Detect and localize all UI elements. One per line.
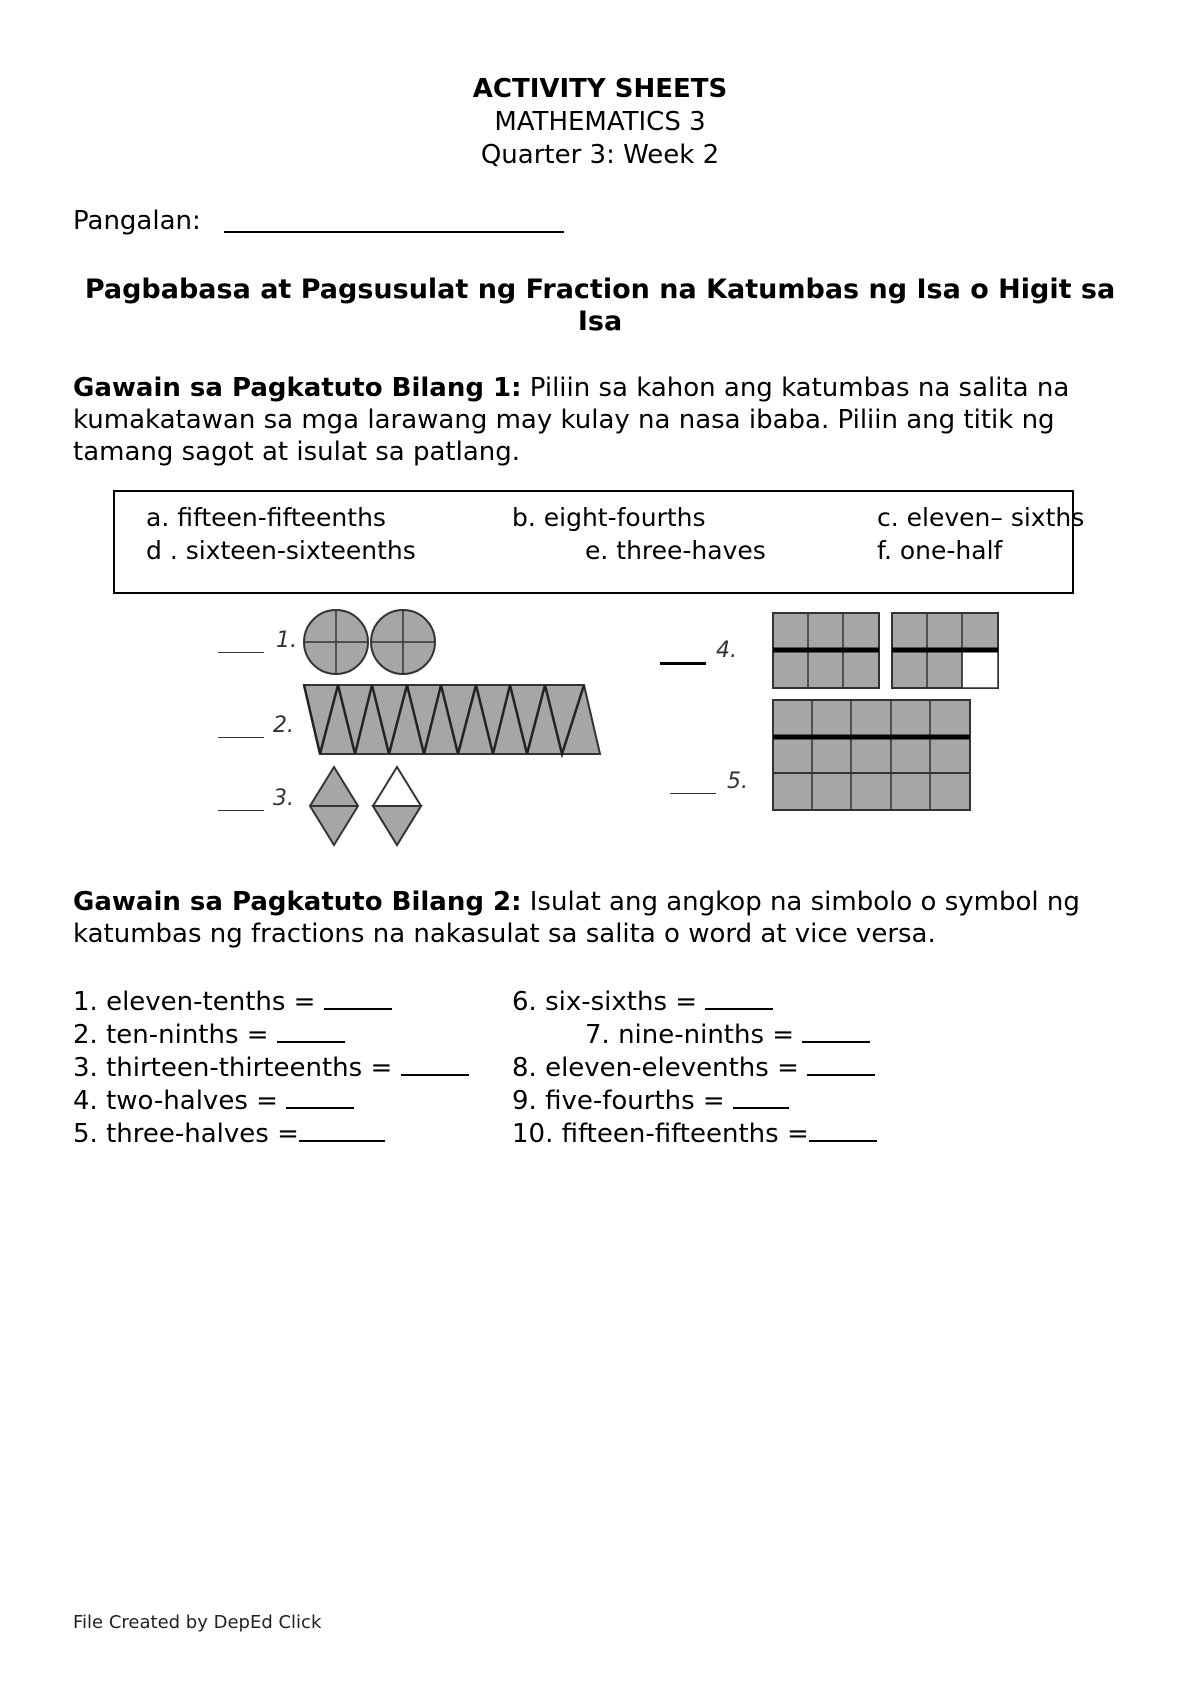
item-4 — [73, 1085, 354, 1118]
figure5-grid — [773, 700, 970, 810]
activity2-text: Isulat ang angkop na simbolo o symbol ng katumbas ng fractions na nakasulat sa salita o word at vice versa. — [73, 887, 1080, 949]
choice-e: e. three-haves — [585, 536, 766, 565]
item-8-blank[interactable] — [807, 1074, 875, 1076]
item-3 — [73, 1052, 469, 1085]
item-4-text: 4. two-halves = — [73, 1086, 287, 1116]
subject-title: MATHEMATICS 3 — [494, 107, 706, 137]
figure2-label: 2. — [273, 713, 294, 738]
figure3-label: 3. — [273, 786, 294, 811]
activity1-text: Piliin sa kahon ang katumbas na salita na kumakatawan sa mga larawang may kulay na nasa ibaba. Piliin ang titik ng tamang sagot at isulat sa patlang. — [73, 373, 1070, 467]
figure1-circles — [304, 610, 435, 674]
item-7-text: 7. nine-ninths = — [585, 1020, 803, 1050]
choice-b: b. eight-fourths — [512, 503, 706, 532]
footer-credit: File Created by DepEd Click — [73, 1612, 322, 1633]
figure1-label: 1. — [276, 628, 297, 653]
item-1 — [73, 986, 392, 1019]
item-6-blank[interactable] — [705, 1008, 773, 1010]
choice-a: a. fifteen-fifteenths — [146, 503, 386, 532]
name-label: Pangalan: — [73, 206, 201, 236]
figure2-triangles — [304, 685, 600, 754]
item-8-text: 8. eleven-elevenths = — [512, 1053, 808, 1083]
item-3-text: 3. thirteen-thirteenths = — [73, 1053, 401, 1083]
activity1-label: Gawain sa Pagkatuto Bilang 1: — [73, 373, 522, 403]
item-2-text: 2. ten-ninths = — [73, 1020, 277, 1050]
choice-f: f. one-half — [877, 536, 1003, 565]
item-7 — [585, 1019, 870, 1052]
item-10-text: 10. fifteen-fifteenths = — [512, 1119, 809, 1149]
lesson-title: Pagbabasa at Pagsusulat ng Fraction na Katumbas ng Isa o Higit sa Isa — [84, 274, 1116, 337]
figure4-label: 4. — [716, 638, 737, 663]
item-9-blank[interactable] — [733, 1107, 789, 1109]
quarter-title: Quarter 3: Week 2 — [480, 140, 720, 170]
item-8 — [512, 1052, 875, 1085]
activity2-instruction — [73, 886, 1148, 950]
item-5 — [73, 1118, 385, 1151]
figure4-grids — [773, 613, 998, 688]
choice-c: c. eleven– sixths — [877, 503, 1085, 532]
item-3-blank[interactable] — [401, 1074, 469, 1076]
item-2-blank[interactable] — [277, 1041, 345, 1043]
item-9 — [512, 1085, 789, 1118]
activity2-label: Gawain sa Pagkatuto Bilang 2: — [73, 887, 522, 917]
item-7-blank[interactable] — [802, 1041, 870, 1043]
item-4-blank[interactable] — [286, 1107, 354, 1109]
choice-d: d . sixteen-sixteenths — [146, 536, 416, 565]
item-2 — [73, 1019, 345, 1052]
item-6 — [512, 986, 773, 1019]
sheet-title: ACTIVITY SHEETS — [472, 74, 728, 104]
item-5-text: 5. three-halves = — [73, 1119, 299, 1149]
item-10 — [512, 1118, 877, 1151]
item-1-blank[interactable] — [324, 1008, 392, 1010]
item-9-text: 9. five-fourths = — [512, 1086, 733, 1116]
item-5-blank[interactable] — [299, 1140, 385, 1142]
item-6-text: 6. six-sixths = — [512, 987, 706, 1017]
item-10-blank[interactable] — [809, 1140, 877, 1142]
figure5-label: 5. — [727, 769, 748, 794]
item-1-text: 1. eleven-tenths = — [73, 987, 324, 1017]
figure3-diamonds — [310, 767, 421, 845]
